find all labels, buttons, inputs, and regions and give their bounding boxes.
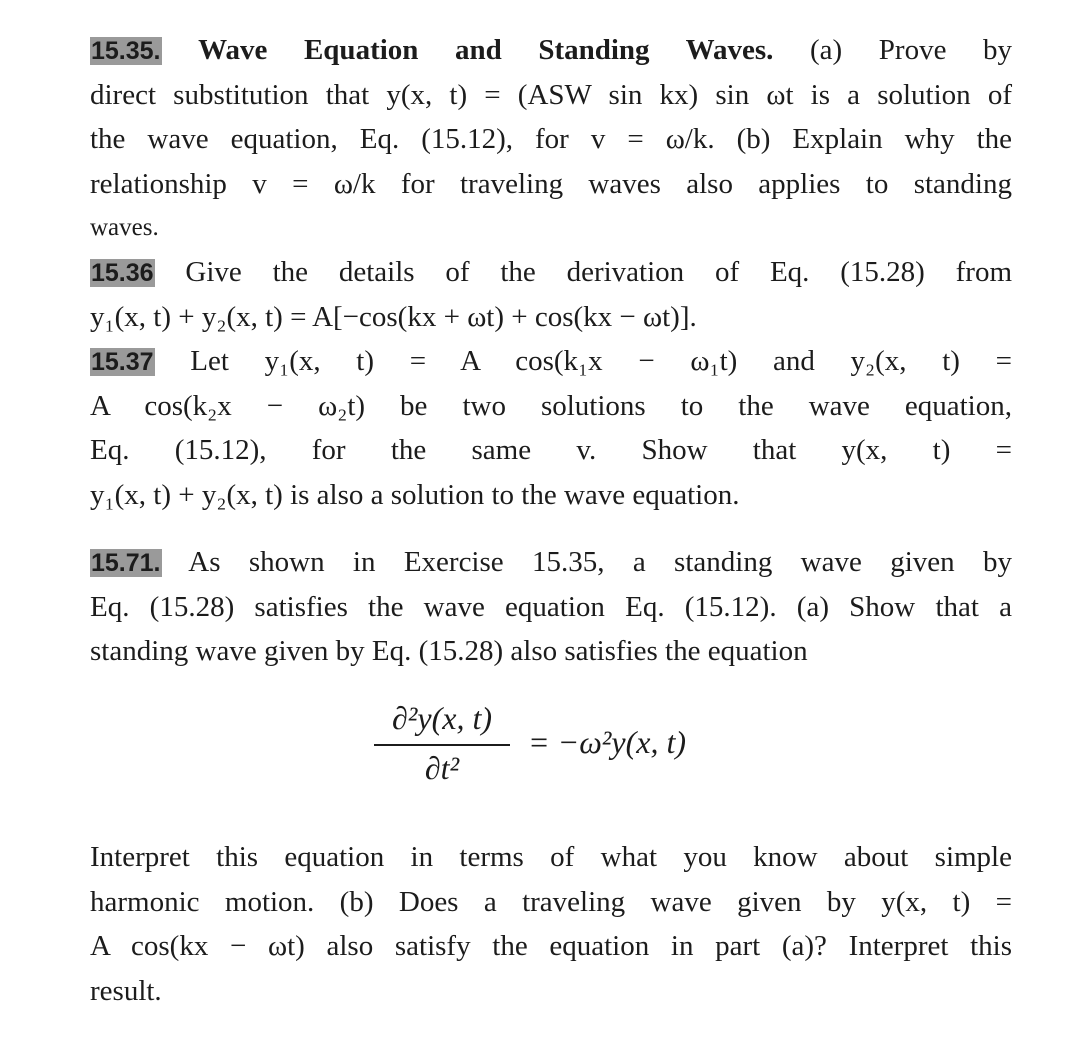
problem-title: Wave Equation and Standing Waves. [198,34,774,66]
problem-15-37-line-1 [90,339,1012,384]
problem-15-37-line-3: Eq. (15.12), for the same v. Show that y(x, t) = [90,434,1012,466]
problem-15-37 [90,339,1012,517]
problem-number: 15.71. [91,549,161,577]
problem-15-36-line-2: y₁(x, t) + y₂(x, t) = A[−cos(kx + ωt) + cos(kx − ωt)]. [90,300,697,333]
problem-15-35-line-1 [90,28,1012,73]
problem-text: Give the details of the derivation of Eq. (15.28) from [185,256,1013,288]
problem-15-35-line-3: the wave equation, Eq. (15.12), for v = ω/k. (b) Explain why the [90,123,1012,155]
equation-right-side: = −ω²y(x, t) [528,724,686,760]
problem-15-35-line-5: waves. [90,214,159,241]
problem-15-71-line-3: standing wave given by Eq. (15.28) also satisfies the equation [90,635,808,667]
problem-15-71-line-2: Eq. (15.28) satisfies the wave equation Eq. (15.12). (a) Show that a [90,590,1012,623]
problem-15-71-line-1 [90,540,1012,585]
equation-numerator: ∂²y(x, t) [391,700,492,736]
problem-15-71-line-4: Interpret this equation in terms of what you know about simple [90,841,1012,873]
differential-equation [372,700,772,810]
equation-denominator: ∂t² [424,750,460,786]
problem-15-36 [90,250,1012,339]
problem-15-71-line-6: A cos(kx − ωt) also satisfy the equation in part (a)? Interpret this [90,930,1012,962]
problem-15-37-line-4: y₁(x, t) + y₂(x, t) is also a solution to the wave equation. [90,478,740,511]
problem-number: 15.36 [91,259,154,287]
problem-15-71-line-7: result. [90,974,162,1007]
problem-text: (a) Prove by [810,34,1013,66]
problem-text: As shown in Exercise 15.35, a standing wave given by [188,546,1012,578]
problem-text: Let y₁(x, t) = A cos(k₁x − ω₁t) and y₂(x, t) = [190,345,1013,377]
problem-15-37-line-2: A cos(k₂x − ω₂t) be two solutions to the wave equation, [90,389,1012,422]
problem-15-71 [90,540,1012,674]
problem-15-36-line-1 [90,250,1012,295]
problem-15-35 [90,28,1012,251]
problem-15-35-line-2: direct substitution that y(x, t) = (ASW sin kx) sin ωt is a solution of [90,78,1012,111]
problem-15-71-line-5: harmonic motion. (b) Does a traveling wave given by y(x, t) = [90,885,1012,918]
problem-number: 15.35. [91,37,161,65]
fraction-bar [374,744,510,746]
problem-number: 15.37 [91,348,154,376]
problem-15-71-continued [90,835,1012,1013]
problem-15-35-line-4: relationship v = ω/k for traveling waves also applies to standing [90,167,1012,200]
